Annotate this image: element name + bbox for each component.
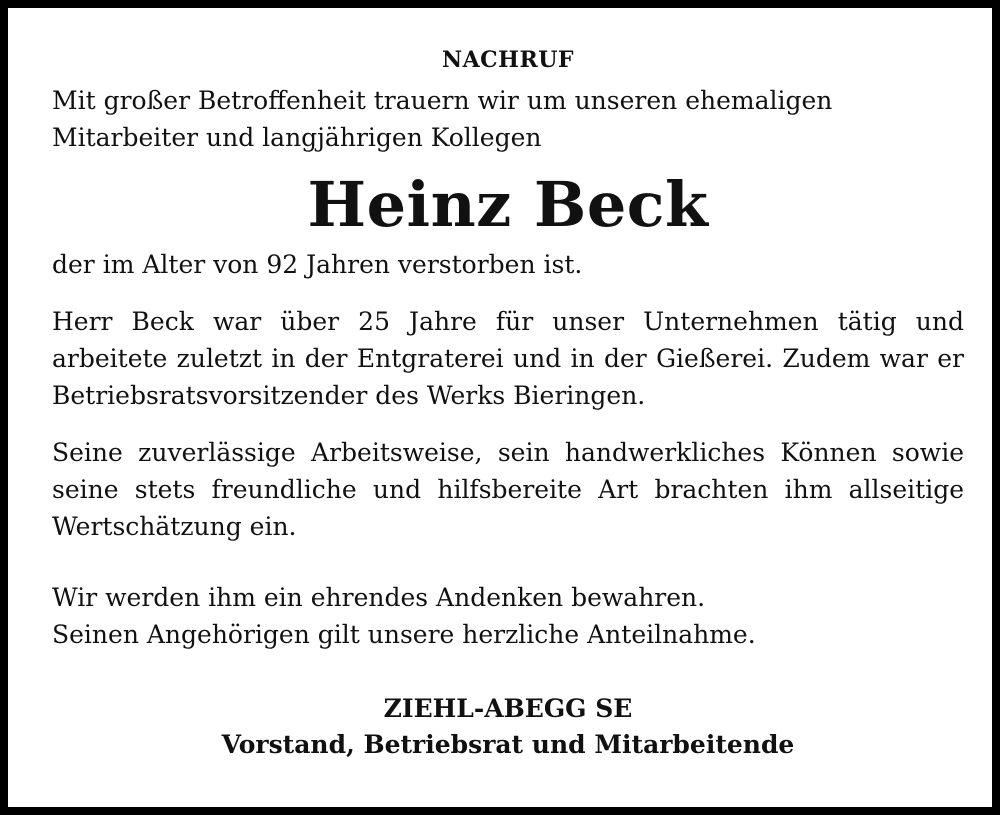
intro-text	[52, 82, 964, 156]
career-paragraph: Herr Beck war über 25 Jahre für unser Unternehmen tätig und arbeitete zuletzt in der Entgraterei und in der Gießerei. Zudem war er Betriebsratsvorsitzender des Werks Bieringen.	[52, 307, 964, 410]
obituary-content	[52, 46, 964, 763]
tribute-paragraph: Seine zuverlässige Arbeitsweise, sein handwerkliches Können sowie seine stets freundliche und hilfsbereite Art brachten ihm allseitige Wertschätzung ein.	[52, 438, 964, 541]
deceased-name: Heinz Beck	[307, 168, 709, 241]
age-line: der im Alter von 92 Jahren verstorben ist.	[52, 250, 583, 279]
intro-line-2: Mitarbeiter und langjährigen Kollegen	[52, 123, 542, 152]
closing-line-1: Wir werden ihm ein ehrendes Andenken bewahren.	[52, 583, 706, 612]
company-name: ZIEHL-ABEGG SE	[383, 694, 633, 723]
signatories: Vorstand, Betriebsrat und Mitarbeitende	[221, 730, 795, 759]
intro-line-1: Mit großer Betroffenheit trauern wir um unseren ehemaligen	[52, 86, 833, 115]
closing-line-2: Seinen Angehörigen gilt unsere herzliche Anteilnahme.	[52, 620, 756, 649]
obituary-heading: NACHRUF	[441, 47, 575, 73]
closing-text	[52, 579, 964, 653]
